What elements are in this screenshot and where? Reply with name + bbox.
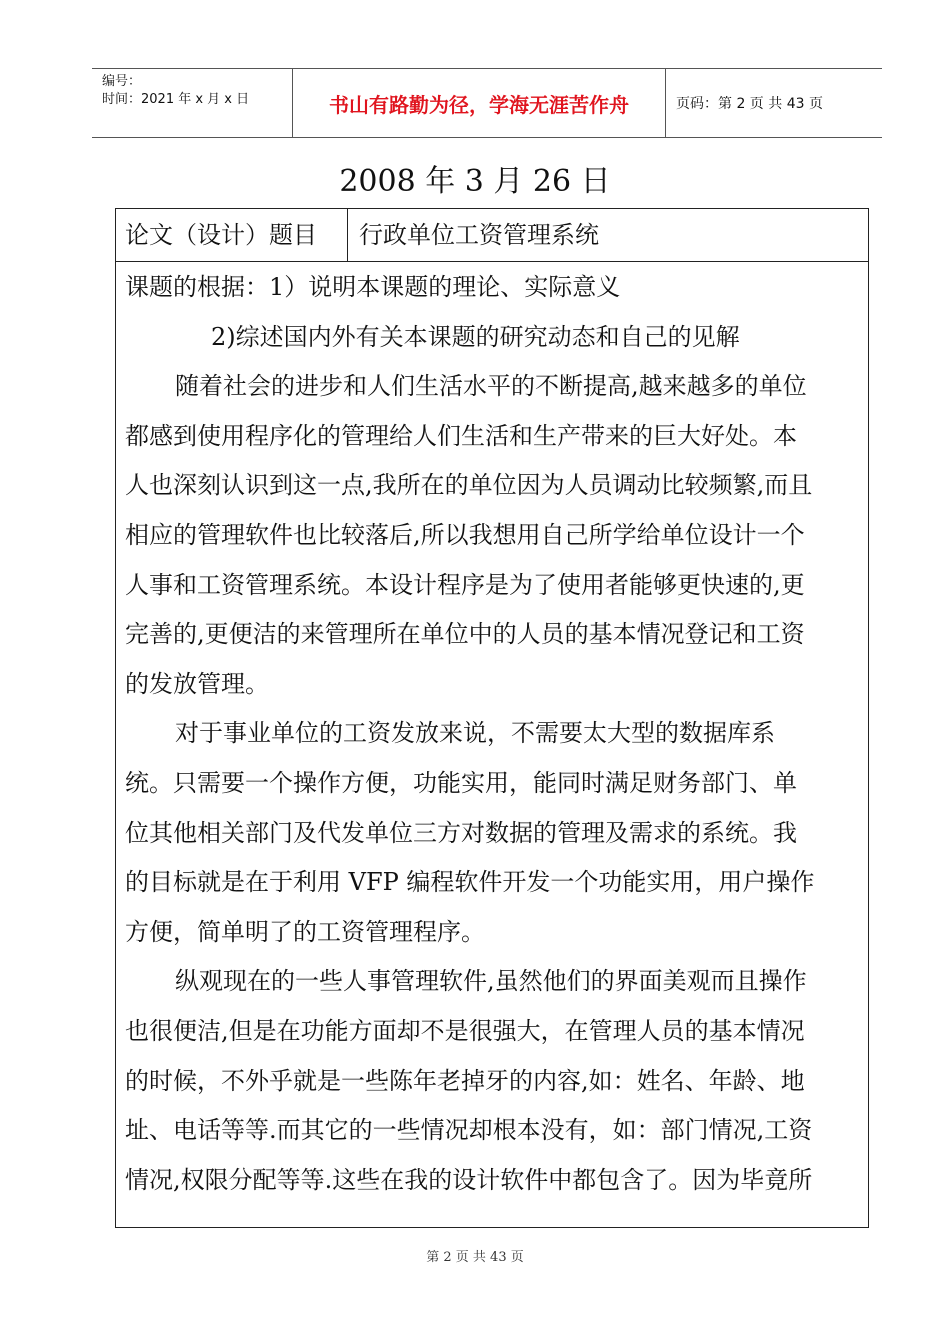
text-line: 相应的管理软件也比较落后,所以我想用自己所学给单位设计一个 [125,520,805,549]
text-line: 的目标就是在于利用 VFP 编程软件开发一个功能实用，用户操作 [125,868,815,897]
header-motto: 书山有路勤为径，学海无涯苦作舟 [293,69,666,137]
text-line: 的发放管理。 [125,669,269,698]
text-line: 的时候，不外乎就是一些陈年老掉牙的内容,如：姓名、年龄、地 [125,1066,805,1095]
text-line: 位其他相关部门及代发单位三方对数据的管理及需求的系统。我 [125,818,797,847]
title-label: 论文（设计）题目 [116,209,348,261]
text-line: 情况,权限分配等等.这些在我的设计软件中都包含了。因为毕竟所 [125,1165,813,1194]
number-label: 编号： [102,74,142,89]
text-line: 纵观现在的一些人事管理软件,虽然他们的界面美观而且操作 [175,967,807,996]
text-line: 人事和工资管理系统。本设计程序是为了使用者能够更快速的,更 [125,570,805,599]
text-line: 课题的根据：1）说明本课题的理论、实际意义 [125,273,621,301]
title-row [116,209,868,262]
text-line: 完善的,更便洁的来管理所在单位中的人员的基本情况登记和工资 [125,620,805,649]
text-line: 统。只需要一个操作方便，功能实用，能同时满足财务部门、单 [125,768,797,797]
text-line: 也很便洁,但是在功能方面却不是很强大，在管理人员的基本情况 [125,1016,805,1045]
time-label: 时间：2021 年 x 月 x 日 [102,92,250,107]
header-page-info: 页码：第 2 页 共 43 页 [676,96,823,112]
thesis-table [115,208,869,1228]
text-line: 对于事业单位的工资发放来说，不需要太大型的数据库系 [175,719,775,748]
header-banner [92,68,882,138]
header-meta [92,69,293,137]
date-heading: 2008 年 3 月 26 日 [339,164,611,199]
text-line: 都感到使用程序化的管理给人们生活和生产带来的巨大好处。本 [125,421,797,450]
text-line: 2)综述国内外有关本课题的研究动态和自己的见解 [211,322,740,351]
table-body-text [125,263,861,1205]
title-value: 行政单位工资管理系统 [359,221,599,249]
text-line: 方便，简单明了的工资管理程序。 [125,917,485,946]
text-line: 址、电话等等.而其它的一些情况却根本没有，如：部门情况,工资 [125,1116,813,1145]
text-line: 人也深刻认识到这一点,我所在的单位因为人员调动比较频繁,而且 [125,471,813,500]
text-line: 随着社会的进步和人们生活水平的不断提高,越来越多的单位 [175,372,807,401]
page-footer: 第 2 页 共 43 页 [426,1250,524,1265]
